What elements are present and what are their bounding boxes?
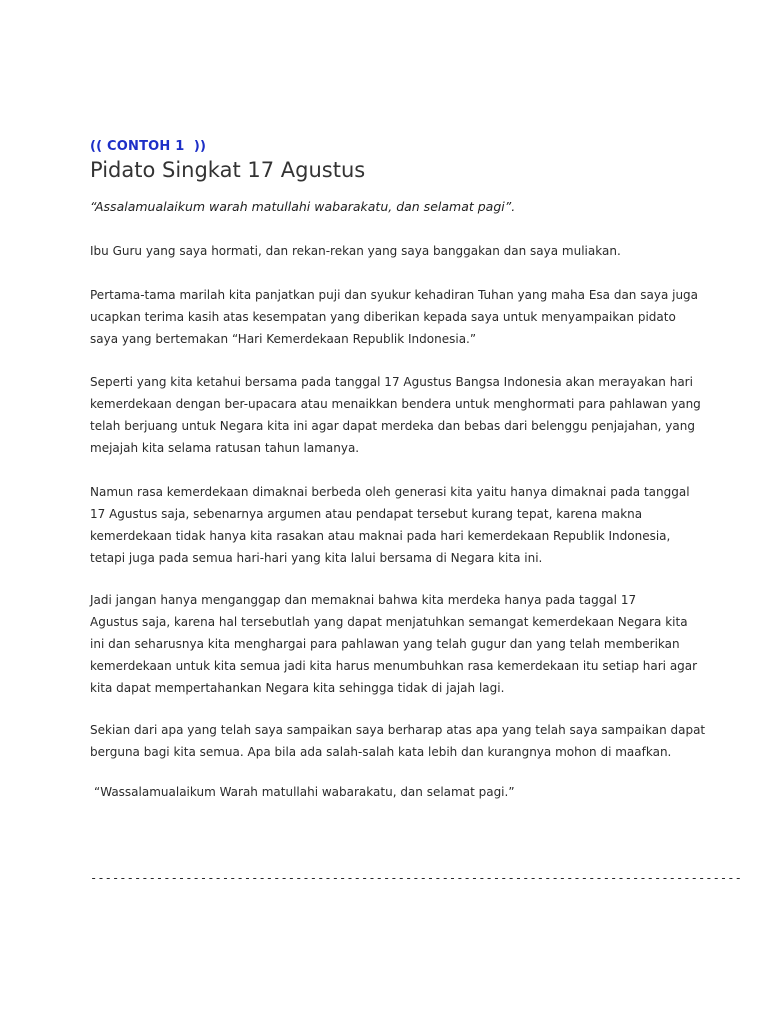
paragraph-meaning [90, 481, 690, 569]
paragraph-line: Sekian dari apa yang telah saya sampaikan saya berharap atas apa yang telah saya sampaikan dapat [90, 723, 706, 737]
paragraph-appeal [90, 589, 698, 699]
paragraph-line: ini dan seharusnya kita menghargai para pahlawan yang telah gugur dan yang telah memberikan [90, 637, 680, 651]
paragraph-salutation [90, 240, 680, 262]
page-title: Pidato Singkat 17 Agustus [90, 158, 366, 182]
paragraph-line: Agustus saja, karena hal tersebutlah yang dapat menjatuhkan semangat kemerdekaan Negara kita [90, 615, 688, 629]
dashed-divider: ----------------------------------------------------------------------------------------- [90, 871, 742, 885]
example-label: (( CONTOH 1 )) [90, 139, 207, 154]
paragraph-line: kemerdekaan dengan ber-upacara atau menaikkan bendera untuk menghormati para pahlawan yang [90, 397, 701, 411]
paragraph-line: 17 Agustus saja, sebenarnya argumen atau pendapat tersebut kurang tepat, karena makna [90, 507, 643, 521]
paragraph-line: kemerdekaan untuk kita semua jadi kita harus menumbuhkan rasa kemerdekaan itu setiap hari agar [90, 659, 698, 673]
paragraph-line: saya yang bertemakan “Hari Kemerdekaan Republik Indonesia.” [90, 332, 477, 346]
paragraph-line: mejajah kita selama ratusan tahun lamanya. [90, 441, 360, 455]
paragraph-gratitude [90, 284, 699, 350]
closing-greeting: “Wassalamualaikum Warah matullahi wabarakatu, dan selamat pagi.” [94, 785, 515, 799]
opening-greeting: “Assalamualaikum warah matullahi wabarakatu, dan selamat pagi”. [90, 199, 516, 214]
paragraph-line: Ibu Guru yang saya hormati, dan rekan-rekan yang saya banggakan dan saya muliakan. [90, 244, 621, 258]
paragraph-line: Namun rasa kemerdekaan dimaknai berbeda oleh generasi kita yaitu hanya dimaknai pada tanggal [90, 485, 690, 499]
paragraph-celebration [90, 371, 701, 459]
paragraph-line: kemerdekaan tidak hanya kita rasakan atau maknai pada hari kemerdekaan Republik Indonesia, [90, 529, 671, 543]
paragraph-line: kita dapat mempertahankan Negara kita sehingga tidak di jajah lagi. [90, 681, 505, 695]
paragraph-line: Seperti yang kita ketahui bersama pada tanggal 17 Agustus Bangsa Indonesia akan merayakan hari [90, 375, 693, 389]
paragraph-line: tetapi juga pada semua hari-hari yang kita lalui bersama di Negara kita ini. [90, 551, 543, 565]
paragraph-line: berguna bagi kita semua. Apa bila ada salah-salah kata lebih dan kurangnya mohon di maafkan. [90, 745, 672, 759]
paragraph-line: Pertama-tama marilah kita panjatkan puji dan syukur kehadiran Tuhan yang maha Esa dan saya juga [90, 288, 699, 302]
paragraph-line: ucapkan terima kasih atas kesempatan yang diberikan kepada saya untuk menyampaikan pidato [90, 310, 676, 324]
paragraph-conclusion [90, 719, 706, 763]
paragraph-line: Jadi jangan hanya menganggap dan memaknai bahwa kita merdeka hanya pada taggal 17 [90, 593, 637, 607]
paragraph-line: telah berjuang untuk Negara kita ini agar dapat merdeka dan bebas dari belenggu penjajahan, yang [90, 419, 695, 433]
